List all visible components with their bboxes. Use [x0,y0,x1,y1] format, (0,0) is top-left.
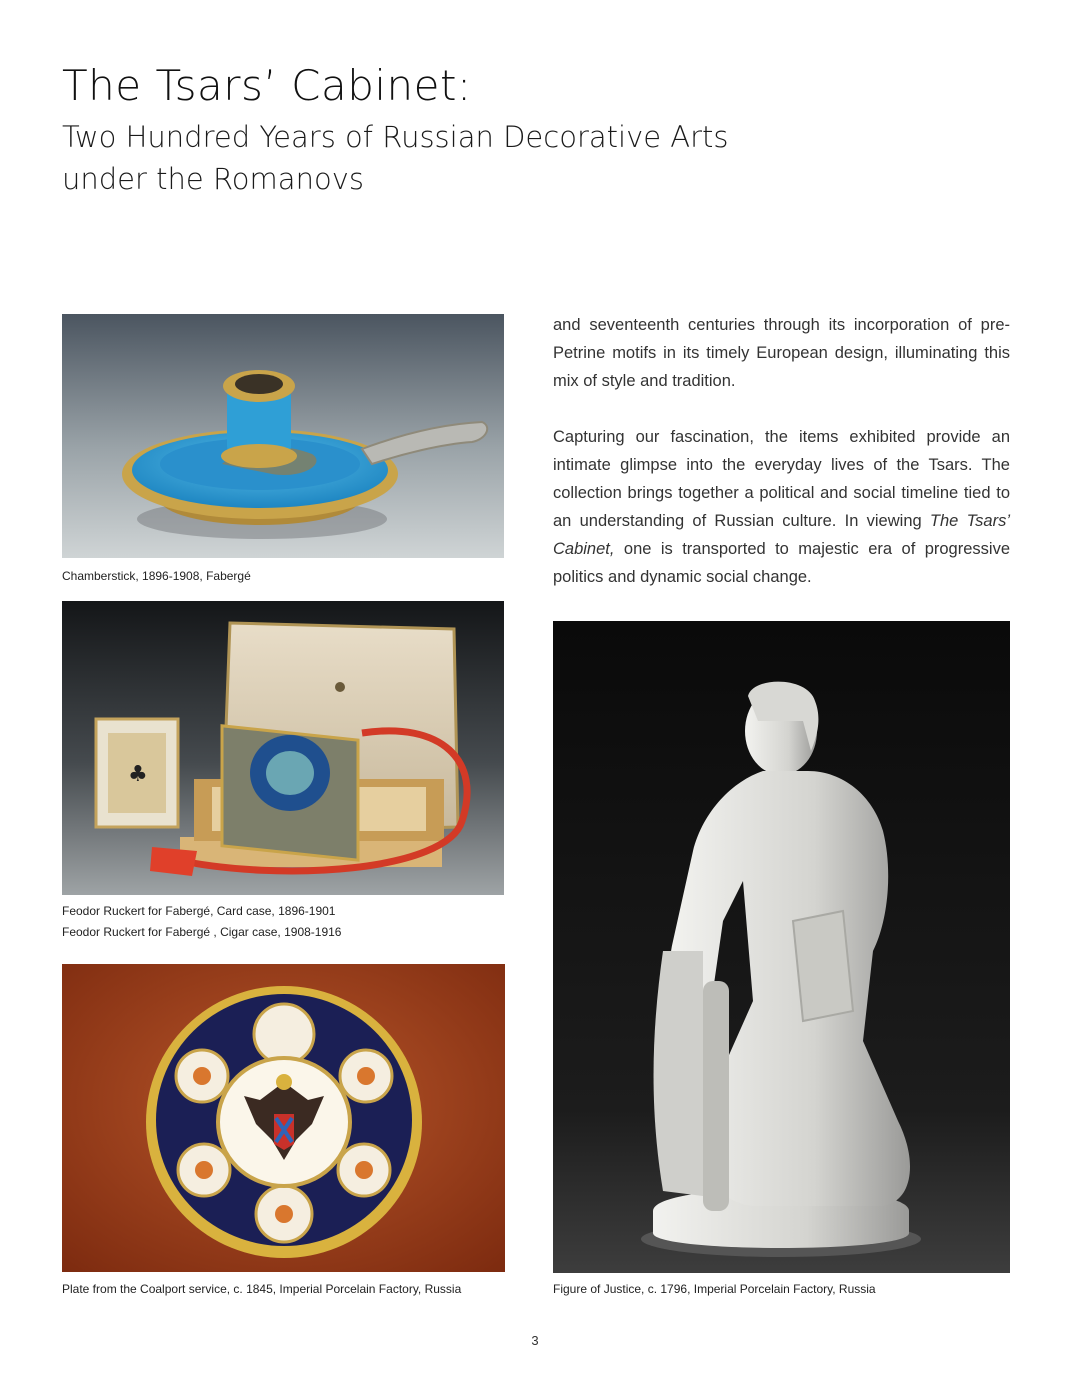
page-title: The Tsars’ Cabinet: [62,61,472,110]
cigar-case-caption: Feodor Ruckert for Fabergé , Cigar case, 1908-1916 [62,925,342,939]
figure-of-justice-photo [553,621,1010,1273]
chamberstick-photo [62,314,504,558]
card-and-cigar-case-photo [62,601,504,895]
plate-caption: Plate from the Coalport service, c. 1845, Imperial Porcelain Factory, Russia [62,1282,462,1296]
subtitle-line-2: under the Romanovs [62,162,364,196]
justice-caption: Figure of Justice, c. 1796, Imperial Porcelain Factory, Russia [553,1282,876,1296]
subtitle-line-1: Two Hundred Years of Russian Decorative Arts [62,120,729,154]
paragraph-2-ending: one is transported to majestic era of progressive politics and dynamic social change. [553,540,1010,586]
exhibition-title-italic: The Tsars’ Cabinet, [553,512,1010,558]
card-case-caption: Feodor Ruckert for Fabergé, Card case, 1896-1901 [62,904,336,918]
body-paragraph-1: and seventeenth centuries through its incorporation of pre-Petrine motifs in its timely European design, illuminating this mix of style and tradition. [553,316,1010,390]
paragraph-2-text: Capturing our fascination, the items exhibited provide an intimate glimpse into the everyday lives of the Tsars. The collection brings together a political and social timeline tied to an understanding of Russian culture. In viewing [553,428,1010,530]
page-subtitle [62,116,762,200]
page-number: 3 [531,1333,539,1348]
chamberstick-caption: Chamberstick, 1896-1908, Fabergé [62,569,251,583]
svg-text:♣: ♣ [128,762,148,787]
coalport-plate-photo [62,964,505,1272]
body-paragraph-2 [553,423,1010,591]
